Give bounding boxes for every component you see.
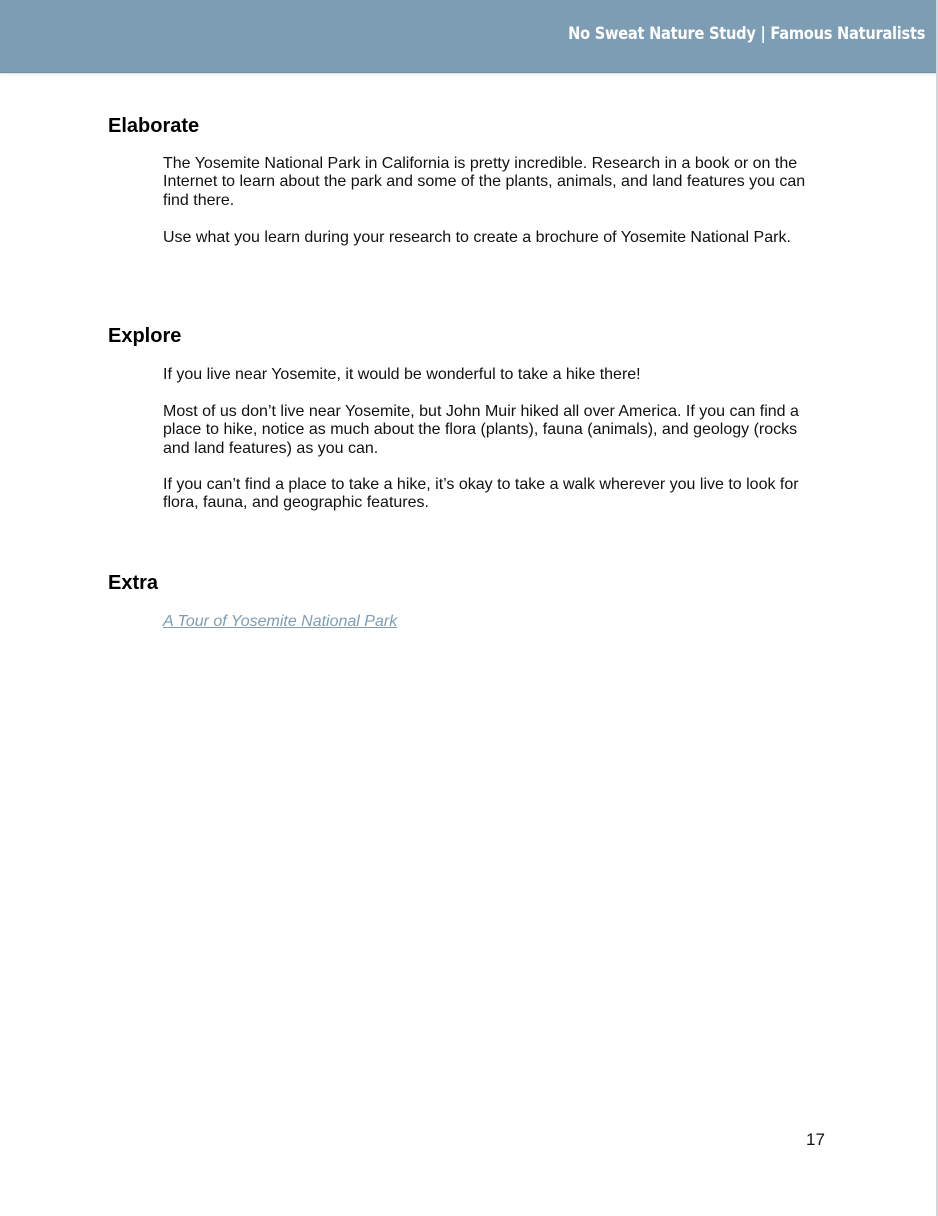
header-band (0, 0, 938, 73)
yosemite-tour-link[interactable]: A Tour of Yosemite National Park (163, 613, 398, 630)
explore-paragraph-2: Most of us don’t live near Yosemite, but John Muir hiked all over America. If you can find a place to hike, notice as much about the flora (plants), fauna (animals), and geology (rocks and land features) as you can. (163, 403, 799, 457)
page-number: 17 (806, 1130, 825, 1149)
explore-paragraph-1: If you live near Yosemite, it would be wonderful to take a hike there! (163, 366, 641, 383)
explore-paragraph-3: If you can’t find a place to take a hike, it’s okay to take a walk wherever you live to look for flora, fauna, and geographic features. (163, 476, 799, 512)
elaborate-paragraph-2: Use what you learn during your research to create a brochure of Yosemite National Park. (163, 229, 791, 246)
elaborate-paragraph-1: The Yosemite National Park in California is pretty incredible. Research in a book or on the Internet to learn about the park and some of the plants, animals, and land features you can find there. (163, 155, 806, 209)
heading-extra: Extra (108, 572, 159, 594)
heading-explore: Explore (108, 325, 182, 347)
book-title: No Sweat Nature Study | Famous Naturalists (567, 24, 925, 44)
heading-elaborate: Elaborate (108, 115, 200, 137)
